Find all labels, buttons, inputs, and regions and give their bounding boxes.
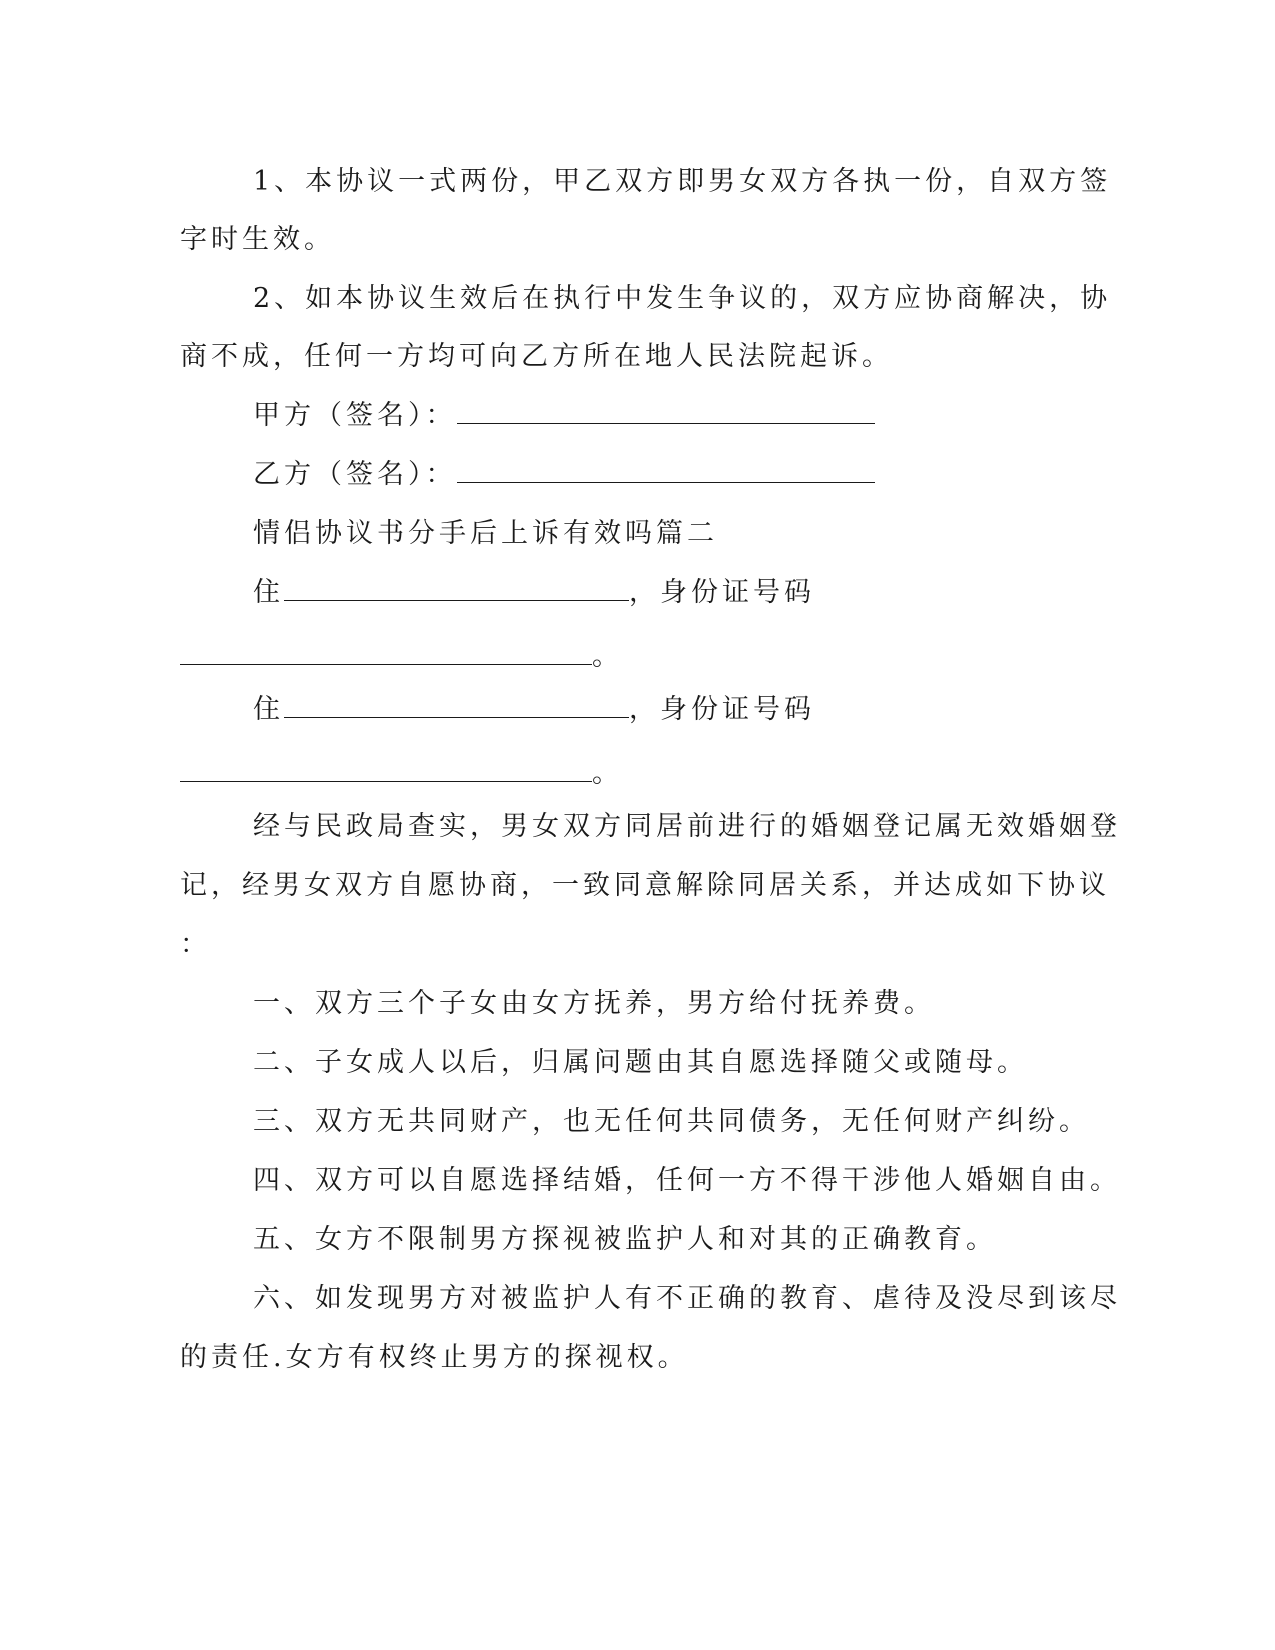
intro-line-2: 记，经男女双方自愿协商，一致同意解除同居关系，并达成如下协议 [180, 870, 1110, 901]
agreement-item-3: 三、双方无共同财产，也无任何共同债务，无任何财产纠纷。 [253, 1106, 1090, 1137]
id-row-2 [180, 757, 623, 791]
party-a-label: 甲方（签名）： [253, 400, 457, 431]
id-number-blank-2 [180, 757, 592, 782]
intro-line-1: 经与民政局查实，男女双方同居前进行的婚姻登记属无效婚姻登 [253, 811, 1121, 842]
party-a-signature-row [253, 399, 875, 433]
agreement-item-4: 四、双方可以自愿选择结婚，任何一方不得干涉他人婚姻自由。 [253, 1165, 1121, 1196]
address-label-1: 住 [253, 577, 284, 608]
address-row-1 [253, 576, 815, 610]
agreement-item-1: 一、双方三个子女由女方抚养，男方给付抚养费。 [253, 988, 935, 1019]
id-label-1: ，身份证号码 [629, 577, 815, 608]
party-b-label: 乙方（签名）： [253, 459, 457, 490]
party-b-signature-row [253, 458, 875, 492]
address-blank-1 [284, 576, 629, 601]
party-b-signature-blank [457, 458, 875, 483]
address-label-2: 住 [253, 694, 284, 725]
section-title: 情侣协议书分手后上诉有效吗篇二 [253, 518, 718, 549]
id-label-2: ，身份证号码 [629, 694, 815, 725]
clause-1-line-1: 1、本协议一式两份，甲乙双方即男女双方各执一份，自双方签 [253, 166, 1112, 197]
period-1: 。 [592, 641, 623, 672]
agreement-item-6-line-1: 六、如发现男方对被监护人有不正确的教育、虐待及没尽到该尽 [253, 1283, 1121, 1314]
clause-1-line-2: 字时生效。 [180, 224, 335, 255]
clause-2-line-2: 商不成，任何一方均可向乙方所在地人民法院起诉。 [180, 341, 893, 372]
address-blank-2 [284, 693, 629, 718]
agreement-item-6-line-2: 的责任.女方有权终止男方的探视权。 [180, 1342, 689, 1373]
address-row-2 [253, 693, 815, 727]
intro-line-3: ： [180, 929, 211, 960]
id-number-blank-1 [180, 640, 592, 665]
period-2: 。 [592, 758, 623, 789]
agreement-item-2: 二、子女成人以后，归属问题由其自愿选择随父或随母。 [253, 1047, 1028, 1078]
party-a-signature-blank [457, 399, 875, 424]
clause-2-line-1: 2、如本协议生效后在执行中发生争议的，双方应协商解决，协 [253, 283, 1112, 314]
agreement-item-5: 五、女方不限制男方探视被监护人和对其的正确教育。 [253, 1224, 997, 1255]
id-row-1 [180, 640, 623, 674]
